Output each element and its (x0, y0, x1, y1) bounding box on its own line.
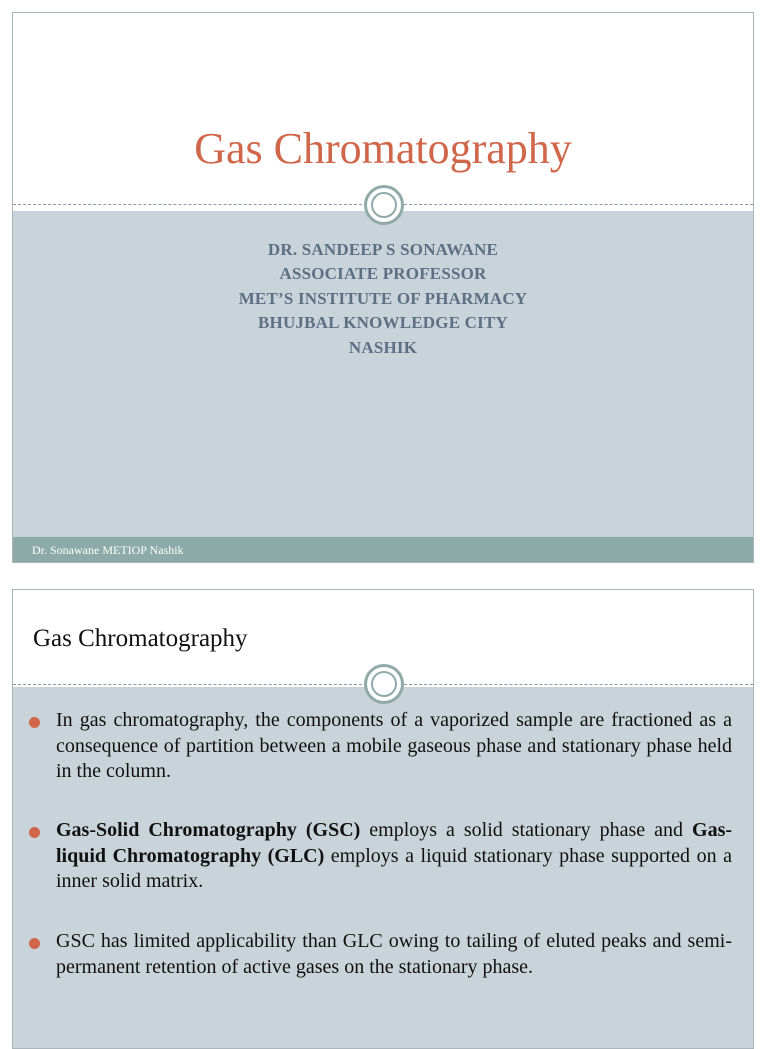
bullet-text-part: employs a solid stationary phase and (360, 819, 693, 841)
slide-title: Gas Chromatography (194, 124, 572, 173)
slide-footer (13, 537, 753, 563)
title-area (13, 13, 753, 211)
ring-ornament-icon (364, 664, 404, 704)
ring-ornament-icon (364, 185, 404, 225)
author-name: DR. SANDEEP S SONAWANE (267, 240, 499, 259)
bullet-dot-icon (29, 938, 40, 949)
author-institute: MET’S INSTITUTE OF PHARMACY (238, 288, 528, 308)
author-location: BHUJBAL KNOWLEDGE CITY (257, 313, 508, 333)
author-position: ASSOCIATE PROFESSOR (279, 264, 487, 284)
bullet-text: GSC has limited applicability than GLC owing to tailing of eluted peaks and semi-permanent retention of active gases on the stationary phase. (56, 930, 732, 978)
author-block (13, 238, 753, 360)
bullet-text-part: employs a liquid stationary phase supported on a inner solid matrix. (56, 844, 732, 892)
bullet-text (56, 818, 732, 895)
author-city: NASHIK (348, 337, 418, 357)
title-slide (12, 12, 754, 563)
footer-text: Dr. Sonawane METIOP Nashik (32, 543, 184, 557)
bullet-dot-icon (29, 827, 40, 838)
bullet-text: In gas chromatography, the components of a vaporized sample are fractioned as a consequence of partition between a mobile gaseous phase and stationary phase held in the column. (56, 709, 732, 782)
content-slide (12, 589, 754, 1049)
slide-heading: Gas Chromatography (33, 625, 248, 652)
bullet-dot-icon (29, 717, 40, 728)
term-gsc: Gas-Solid Chromatography (GSC) (56, 819, 361, 841)
term-glc: Gas-liquid Chromatography (GLC) (56, 819, 733, 867)
